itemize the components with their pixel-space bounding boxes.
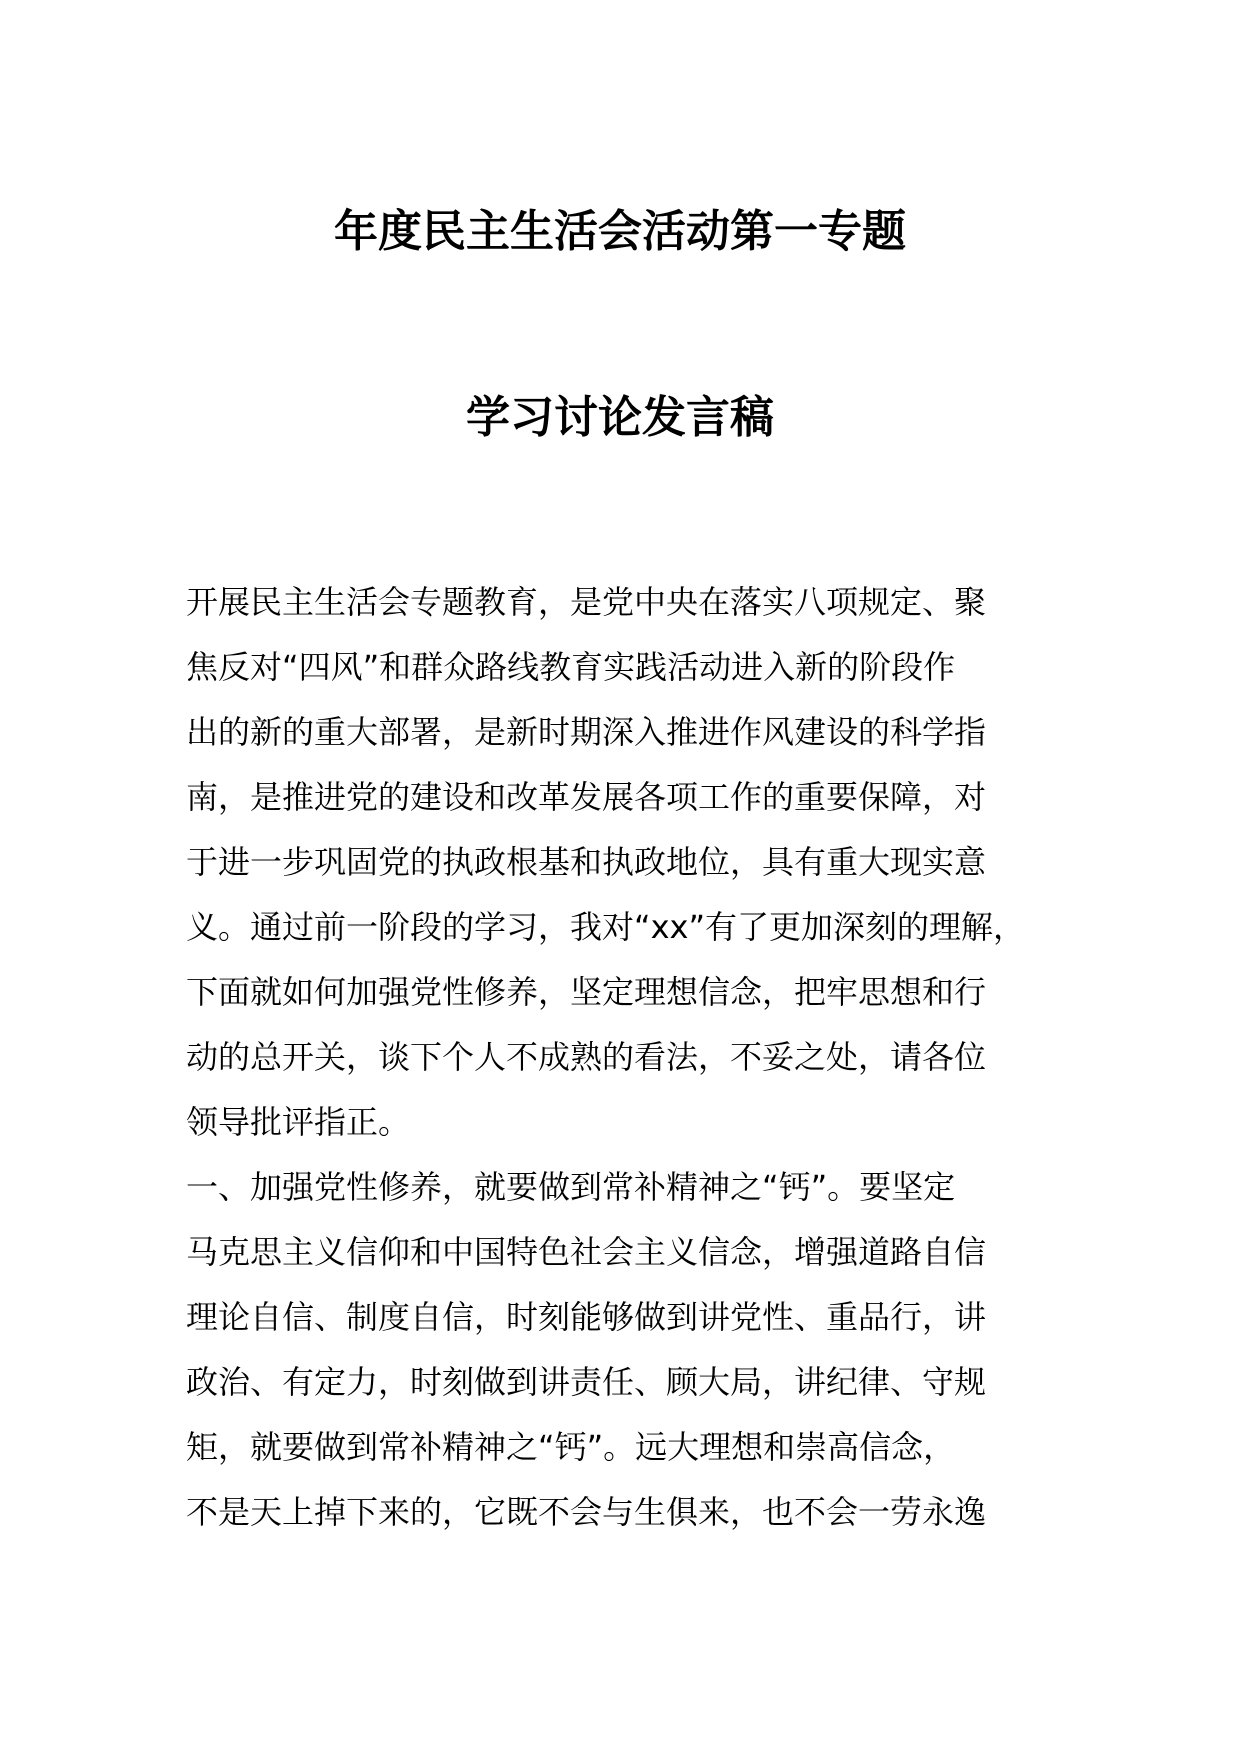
body-line: 焦反对“四风”和群众路线教育实践活动进入新的阶段作 [186, 648, 956, 686]
document-body [186, 570, 1106, 1545]
body-line: 出的新的重大部署，是新时期深入推进作风建设的科学指 [186, 713, 987, 751]
document-title-line-1: 年度民主生活会活动第一专题 [334, 206, 906, 257]
body-line: 南，是推进党的建设和改革发展各项工作的重要保障，对 [186, 778, 987, 816]
body-line: 动的总开关，谈下个人不成熟的看法，不妥之处，请各位 [186, 1038, 987, 1076]
body-line: 理论自信、制度自信，时刻能够做到讲党性、重品行，讲 [186, 1298, 987, 1336]
body-line: 于进一步巩固党的执政根基和执政地位，具有重大现实意 [186, 843, 987, 881]
body-line: 政治、有定力，时刻做到讲责任、顾大局，讲纪律、守规 [186, 1363, 987, 1401]
body-line: 开展民主生活会专题教育，是党中央在落实八项规定、聚 [186, 583, 987, 621]
document-title-line-2: 学习讨论发言稿 [466, 392, 774, 443]
body-line: 领导批评指正。 [186, 1103, 411, 1141]
body-line: 义。通过前一阶段的学习，我对“xx”有了更加深刻的理解， [186, 908, 1026, 946]
body-line: 矩，就要做到常补精神之“钙”。远大理想和崇高信念， [186, 1428, 956, 1466]
body-line: 下面就如何加强党性修养，坚定理想信念，把牢思想和行 [186, 973, 987, 1011]
body-line: 马克思主义信仰和中国特色社会主义信念，增强道路自信 [186, 1233, 987, 1271]
body-line: 不是天上掉下来的，它既不会与生俱来，也不会一劳永逸 [186, 1493, 987, 1531]
body-line: 一、加强党性修养，就要做到常补精神之“钙”。要坚定 [186, 1168, 956, 1206]
